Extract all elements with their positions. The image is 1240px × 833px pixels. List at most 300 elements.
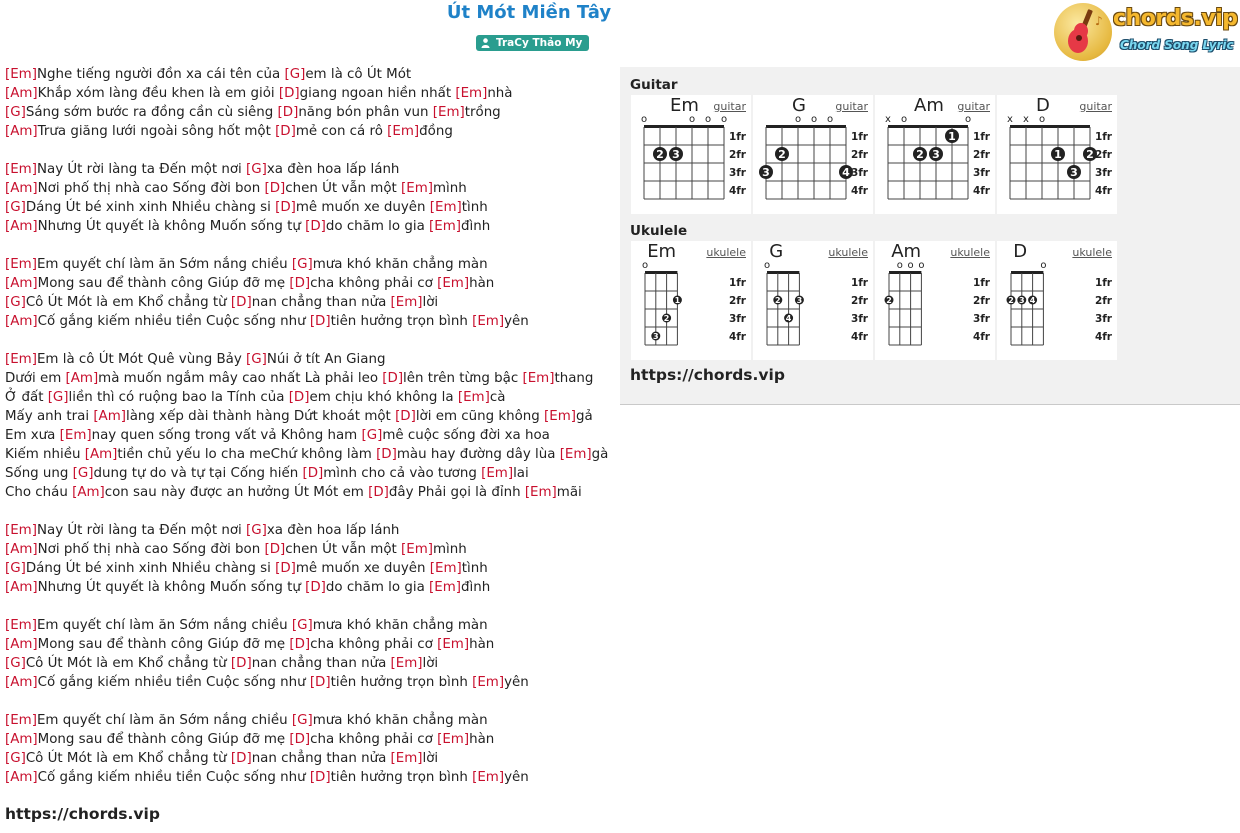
fret-label: 2fr: [972, 295, 990, 307]
chord-tag[interactable]: [G]: [5, 561, 26, 576]
lyric-text: hàn: [469, 276, 495, 291]
chord-name: Em: [647, 241, 677, 262]
lyric-text: liền thì có ruộng bao la Tính của: [68, 390, 289, 405]
chord-tag[interactable]: [D]: [275, 561, 296, 576]
lyric-line: [5, 84, 615, 103]
chord-tag[interactable]: [G]: [5, 295, 26, 310]
fret-label: 4fr: [850, 331, 868, 343]
fret-label: 4fr: [972, 185, 990, 197]
chord-tag[interactable]: [Em]: [457, 390, 490, 405]
lyric-line: [5, 635, 615, 654]
lyric-line: [5, 616, 615, 635]
chord-tag[interactable]: [D]: [278, 86, 300, 101]
finger-number: 3: [1019, 296, 1025, 305]
lyric-line: [5, 578, 615, 597]
lyric-text: mê cuộc sống đời xa hoa: [382, 428, 550, 443]
lyric-line: [5, 540, 615, 559]
finger-number: 4: [785, 314, 792, 323]
fret-label: 3fr: [728, 167, 746, 179]
finger-number: 2: [775, 296, 781, 305]
lyric-line: [5, 768, 615, 787]
lyric-text: Cô Út Mót là em Khổ chẳng từ: [25, 295, 231, 310]
finger-number: 3: [1070, 166, 1078, 179]
chord-tag[interactable]: [Em]: [401, 181, 433, 196]
chord-tag[interactable]: [D]: [264, 542, 286, 557]
lyric-text: tình: [461, 561, 488, 576]
instrument-type-link[interactable]: ukulele: [950, 246, 990, 259]
string-marker: o: [641, 260, 649, 271]
chord-nut: [1010, 125, 1090, 128]
lyric-text: Nghe tiếng người đồn xa cái tên của: [36, 67, 285, 82]
lyric-line: [5, 274, 615, 293]
svg-text:♪: ♪: [1095, 14, 1103, 28]
chord-tag[interactable]: [G]: [291, 713, 313, 728]
lyric-line: [5, 730, 615, 749]
chord-tag[interactable]: [D]: [289, 276, 311, 291]
lyric-line: [5, 103, 615, 122]
lyric-text: Dáng Út bé xinh xinh Nhiều chàng si: [25, 200, 276, 215]
chord-tag[interactable]: [Em]: [429, 219, 462, 234]
chord-tag[interactable]: [Em]: [472, 770, 505, 785]
finger-number: 2: [663, 314, 670, 323]
fret-label: 4fr: [1094, 331, 1112, 343]
fret-label: 3fr: [728, 313, 746, 325]
lyric-line: [5, 217, 615, 236]
chord-tag[interactable]: [D]: [309, 675, 331, 690]
chord-tag[interactable]: [D]: [382, 371, 404, 386]
lyric-line: [5, 198, 615, 217]
lyric-text: tiền chủ yếu lo cha meChứ không làm: [117, 447, 377, 462]
chord-tag[interactable]: [G]: [361, 428, 383, 443]
chord-nut: [767, 271, 799, 274]
lyric-line: [5, 464, 615, 483]
panel-link[interactable]: https://chords.vip: [630, 366, 785, 384]
lyric-text: mãi: [556, 485, 582, 500]
lyric-text: Mong sau để thành công Giúp đỡ mẹ: [37, 276, 290, 291]
finger-number: 2: [656, 148, 664, 161]
string-marker: o: [896, 260, 903, 271]
lyric-text: Sáng sớm bước ra đồng cần cù siêng: [25, 105, 278, 120]
chord-tag[interactable]: [D]: [288, 390, 310, 405]
chord-tag[interactable]: [D]: [395, 409, 416, 424]
chord-tag[interactable]: [Em]: [5, 618, 37, 633]
chord-tag[interactable]: [Am]: [5, 542, 38, 557]
finger-number: 2: [1086, 148, 1094, 161]
chord-nut: [889, 271, 921, 274]
footer-link[interactable]: https://chords.vip: [5, 805, 160, 823]
chord-tag[interactable]: [D]: [289, 637, 311, 652]
lyric-text: Nơi phố thị nhà cao Sống đời bon: [37, 181, 265, 196]
chord-nut: [644, 125, 724, 128]
string-marker: o: [763, 260, 771, 271]
ukulele-chord-card-d[interactable]: [997, 241, 1117, 360]
lyric-text: do chăm lo gia: [325, 580, 430, 595]
chord-tag[interactable]: [Em]: [429, 200, 462, 215]
fret-label: 4fr: [728, 185, 746, 197]
lyric-text: dung tự do và tự tại Cống hiến: [93, 466, 303, 481]
chord-tag[interactable]: [D]: [277, 105, 299, 120]
finger-number: 2: [916, 148, 924, 161]
chord-tag[interactable]: [D]: [309, 314, 331, 329]
chord-tag[interactable]: [Am]: [5, 675, 38, 690]
lyric-text: Cố gắng kiếm nhiều tiền Cuộc sống như: [37, 770, 310, 785]
fret-label: 2fr: [728, 295, 746, 307]
chord-tag[interactable]: [D]: [305, 219, 326, 234]
guitar-section-title: Guitar: [630, 77, 678, 93]
fret-label: 2fr: [972, 149, 990, 161]
fret-label: 4fr: [1094, 185, 1112, 197]
fret-label: 1fr: [1094, 131, 1112, 143]
chord-tag[interactable]: [Am]: [5, 86, 38, 101]
chord-tag[interactable]: [Em]: [5, 162, 37, 177]
chord-tag[interactable]: [G]: [246, 352, 267, 367]
chord-tag[interactable]: [Am]: [5, 314, 38, 329]
chord-tag[interactable]: [Em]: [390, 295, 423, 310]
lyric-text: Cho cháu: [5, 485, 73, 500]
lyric-text: Mong sau để thành công Giúp đỡ mẹ: [37, 637, 290, 652]
fret-label: 1fr: [972, 277, 990, 289]
lyric-text: lời: [422, 295, 439, 310]
lyric-text: Em xưa: [5, 428, 60, 443]
lyric-text: Núi ở tít An Giang: [266, 352, 386, 367]
lyric-blank-line: [5, 597, 615, 616]
guitar-chord-card-g[interactable]: [753, 95, 873, 214]
chord-tag[interactable]: [Em]: [437, 732, 470, 747]
lyric-text: nan chẳng than nửa: [251, 751, 391, 766]
chord-name: D: [1036, 95, 1050, 116]
chord-tag[interactable]: [Em]: [390, 656, 423, 671]
chord-tag[interactable]: [Em]: [437, 276, 470, 291]
fret-label: 1fr: [850, 131, 868, 143]
lyric-text: đồng: [419, 124, 453, 139]
lyric-text: cha không phải cơ: [310, 732, 438, 747]
finger-number: 3: [762, 166, 770, 179]
lyric-line: [5, 654, 615, 673]
chord-tag[interactable]: [G]: [284, 67, 306, 82]
chord-name: Am: [891, 241, 922, 262]
chord-tag[interactable]: [Am]: [5, 181, 38, 196]
fret-label: 3fr: [972, 167, 990, 179]
lyric-text: Cố gắng kiếm nhiều tiền Cuộc sống như: [37, 314, 310, 329]
lyric-text: mình: [433, 181, 467, 196]
chord-tag[interactable]: [Em]: [481, 466, 514, 481]
lyric-text: đình: [461, 219, 491, 234]
chord-tag[interactable]: [D]: [309, 770, 331, 785]
chord-tag[interactable]: [D]: [275, 200, 296, 215]
string-marker: x: [885, 114, 891, 125]
lyric-text: lời: [422, 751, 439, 766]
chord-tag[interactable]: [D]: [305, 580, 326, 595]
chord-tag[interactable]: [Am]: [72, 485, 105, 500]
string-marker: o: [704, 114, 712, 125]
chord-tag[interactable]: [Em]: [387, 124, 420, 139]
lyric-line: [5, 179, 615, 198]
chord-tag[interactable]: [Em]: [401, 542, 433, 557]
finger-number: 2: [886, 296, 892, 305]
string-marker: o: [794, 114, 802, 125]
string-marker: x: [1023, 114, 1029, 125]
chord-tag[interactable]: [D]: [275, 124, 296, 139]
chord-tag[interactable]: [Am]: [5, 124, 38, 139]
guitar-chord-card-em[interactable]: [631, 95, 751, 214]
lyric-text: Cô Út Mót là em Khổ chẳng từ: [25, 656, 231, 671]
finger-number: 1: [1054, 148, 1062, 161]
chord-tag[interactable]: [Am]: [5, 580, 38, 595]
lyrics-body: [5, 65, 615, 787]
chord-tag[interactable]: [Em]: [5, 257, 37, 272]
lyric-text: yên: [504, 675, 529, 690]
instrument-type-link[interactable]: guitar: [835, 100, 868, 113]
chord-tag[interactable]: [Am]: [84, 447, 118, 462]
fret-label: 2fr: [850, 295, 868, 307]
lyric-text: tình: [461, 200, 488, 215]
lyric-text: nhà: [487, 86, 513, 101]
chord-tag[interactable]: [Em]: [429, 580, 462, 595]
chord-nut: [1011, 271, 1043, 274]
fret-label: 3fr: [850, 313, 868, 325]
lyric-line: [5, 388, 615, 407]
chord-nut: [645, 271, 677, 274]
lyric-text: lên trên từng bậc: [403, 371, 523, 386]
chord-tag[interactable]: [Em]: [472, 675, 505, 690]
chord-tag[interactable]: [D]: [376, 447, 397, 462]
fret-label: 3fr: [850, 167, 868, 179]
lyric-text: cà: [489, 390, 506, 405]
chord-nut: [888, 125, 968, 128]
lyric-text: cha không phải cơ: [310, 276, 438, 291]
logo-subtitle: Chord Song Lyric: [1120, 38, 1234, 52]
lyric-text: tiên hưởng trọn bình: [330, 314, 473, 329]
finger-number: 4: [1029, 296, 1036, 305]
lyric-text: Em là cô Út Mót Quê vùng Bảy: [36, 352, 247, 367]
lyric-line: [5, 407, 615, 426]
chord-tag[interactable]: [Am]: [5, 276, 38, 291]
lyric-line: [5, 255, 615, 274]
chord-tag[interactable]: [D]: [302, 466, 324, 481]
ukulele-chord-card-am[interactable]: [875, 241, 995, 360]
lyric-text: Trưa giăng lưới ngoài sông hốt một: [37, 124, 276, 139]
chord-tag[interactable]: [Em]: [5, 352, 37, 367]
instrument-type-link[interactable]: guitar: [957, 100, 990, 113]
string-marker: o: [810, 114, 818, 125]
chord-tag[interactable]: [Em]: [472, 314, 505, 329]
lyric-text: mưa khó khăn chẳng màn: [312, 618, 488, 633]
chord-tag[interactable]: [Em]: [522, 371, 555, 386]
chord-tag[interactable]: [G]: [5, 200, 26, 215]
chord-tag[interactable]: [G]: [246, 523, 267, 538]
lyric-blank-line: [5, 331, 615, 350]
chord-nut: [766, 125, 846, 128]
lyric-text: mà muốn ngắm mây cao nhất Là phải leo: [98, 371, 383, 386]
lyric-line: [5, 369, 615, 388]
lyric-text: Em quyết chí làm ăn Sớm nắng chiều: [36, 713, 292, 728]
lyric-text: hàn: [469, 732, 495, 747]
chord-tag[interactable]: [Am]: [5, 732, 38, 747]
lyric-line: [5, 445, 615, 464]
finger-number: 3: [932, 148, 940, 161]
lyric-line: [5, 160, 615, 179]
fret-label: 2fr: [728, 149, 746, 161]
chord-tag[interactable]: [Em]: [59, 428, 92, 443]
fret-label: 4fr: [728, 331, 746, 343]
lyric-line: [5, 559, 615, 578]
chord-tag[interactable]: [D]: [368, 485, 389, 500]
fret-label: 1fr: [972, 131, 990, 143]
lyric-text: gà: [591, 447, 609, 462]
lyric-text: mê muốn xe duyên: [295, 561, 430, 576]
lyric-text: màu hay đường dây lùa: [396, 447, 560, 462]
chord-tag[interactable]: [Am]: [5, 219, 38, 234]
finger-number: 3: [653, 332, 659, 341]
lyric-text: Cô Út Mót là em Khổ chẳng từ: [25, 751, 231, 766]
lyric-text: Nơi phố thị nhà cao Sống đời bon: [37, 542, 265, 557]
chord-tag[interactable]: [Em]: [455, 86, 488, 101]
fret-label: 3fr: [1094, 313, 1112, 325]
fret-label: 4fr: [850, 185, 868, 197]
guitar-chord-card-am[interactable]: [875, 95, 995, 214]
lyric-line: [5, 521, 615, 540]
lyric-text: thang: [554, 371, 594, 386]
site-logo[interactable]: [1054, 3, 1238, 63]
lyric-text: mưa khó khăn chẳng màn: [312, 713, 488, 728]
lyric-text: nay quen sống trong vất vả Không ham: [91, 428, 362, 443]
lyric-text: Nay Út rời làng ta Đến một nơi: [36, 523, 246, 538]
chord-tag[interactable]: [G]: [291, 618, 313, 633]
lyric-text: em là cô Út Mót: [305, 67, 412, 82]
string-marker: o: [1038, 114, 1046, 125]
lyric-line: [5, 122, 615, 141]
lyric-text: lời: [422, 656, 439, 671]
lyric-text: chen Út vẫn một: [285, 181, 402, 196]
lyric-text: Cố gắng kiếm nhiều tiền Cuộc sống như: [37, 675, 310, 690]
ukulele-section-title: Ukulele: [630, 223, 688, 239]
lyric-text: hàn: [469, 637, 495, 652]
string-marker: x: [1007, 114, 1013, 125]
lyric-line: [5, 673, 615, 692]
string-marker: o: [907, 260, 914, 271]
finger-number: 2: [1008, 296, 1014, 305]
string-marker: o: [964, 114, 972, 125]
lyric-text: trồng: [464, 105, 501, 120]
chord-tag[interactable]: [D]: [289, 732, 311, 747]
chord-tag[interactable]: [Am]: [93, 409, 126, 424]
chord-tag[interactable]: [D]: [230, 656, 252, 671]
lyric-text: Mấy anh trai: [5, 409, 94, 424]
lyric-blank-line: [5, 502, 615, 521]
chord-tag[interactable]: [D]: [264, 181, 286, 196]
chord-tag[interactable]: [Em]: [5, 67, 37, 82]
lyric-line: [5, 483, 615, 502]
finger-number: 4: [842, 166, 850, 179]
lyric-text: Kiếm nhiều: [5, 447, 85, 462]
ukulele-chord-card-g[interactable]: [753, 241, 873, 360]
chord-tag[interactable]: [G]: [5, 105, 26, 120]
lyric-text: năng bón phân vun: [298, 105, 433, 120]
guitar-logo-icon: [1054, 3, 1112, 61]
lyric-text: Ở đất: [5, 390, 48, 405]
chord-tag[interactable]: [Am]: [5, 770, 38, 785]
chord-tag[interactable]: [G]: [5, 656, 26, 671]
guitar-chord-card-d[interactable]: [997, 95, 1117, 214]
string-marker: o: [640, 114, 648, 125]
lyric-blank-line: [5, 236, 615, 255]
lyric-text: Nhưng Út quyết là không Muốn sống tự: [37, 580, 306, 595]
instrument-type-link[interactable]: guitar: [713, 100, 746, 113]
lyric-line: [5, 312, 615, 331]
finger-number: 2: [778, 148, 786, 161]
chord-tag[interactable]: [Am]: [65, 371, 99, 386]
lyric-text: Nay Út rời làng ta Đến một nơi: [36, 162, 246, 177]
chord-tag[interactable]: [Em]: [429, 561, 462, 576]
instrument-type-link[interactable]: guitar: [1079, 100, 1112, 113]
chord-tag[interactable]: [G]: [291, 257, 313, 272]
chord-tag[interactable]: [Em]: [524, 485, 557, 500]
chord-tag[interactable]: [D]: [230, 751, 252, 766]
finger-number: 1: [674, 296, 681, 305]
lyric-text: xa đèn hoa lấp lánh: [266, 523, 400, 538]
lyric-text: con sau này được an hưởng Út Mót em: [104, 485, 369, 500]
fret-label: 4fr: [972, 331, 990, 343]
finger-number: 3: [672, 148, 680, 161]
fret-label: 3fr: [1094, 167, 1112, 179]
lyric-text: chen Út vẫn một: [285, 542, 402, 557]
lyric-text: cha không phải cơ: [310, 637, 438, 652]
person-icon: [481, 37, 490, 53]
lyric-text: Mong sau để thành công Giúp đỡ mẹ: [37, 732, 290, 747]
lyric-text: em chịu khó không la: [309, 390, 458, 405]
lyric-text: Em quyết chí làm ăn Sớm nắng chiều: [36, 618, 292, 633]
fret-label: 1fr: [728, 277, 746, 289]
chord-tag[interactable]: [Em]: [5, 713, 37, 728]
artist-badge[interactable]: [476, 35, 589, 51]
chord-tag[interactable]: [G]: [47, 390, 69, 405]
fret-label: 2fr: [1094, 149, 1112, 161]
chord-tag[interactable]: [D]: [230, 295, 252, 310]
chord-tag[interactable]: [G]: [72, 466, 94, 481]
instrument-type-link[interactable]: ukulele: [1072, 246, 1112, 259]
chord-tag[interactable]: [Em]: [5, 523, 37, 538]
chord-tag[interactable]: [Em]: [437, 637, 470, 652]
lyric-text: mẻ con cá rô: [295, 124, 388, 139]
chord-name: G: [792, 95, 806, 116]
lyric-text: nan chẳng than nửa: [251, 656, 391, 671]
chord-name: Em: [670, 95, 699, 116]
chord-tag[interactable]: [Em]: [432, 105, 465, 120]
string-marker: o: [900, 114, 908, 125]
chord-name: D: [1013, 241, 1028, 262]
chord-tag[interactable]: [Em]: [559, 447, 592, 462]
chord-tag[interactable]: [Em]: [390, 751, 423, 766]
chord-tag[interactable]: [G]: [5, 751, 26, 766]
lyric-text: làng xếp dài thành hàng Dứt khoát một: [125, 409, 396, 424]
lyric-text: Em quyết chí làm ăn Sớm nắng chiều: [36, 257, 292, 272]
chord-tag[interactable]: [Am]: [5, 637, 38, 652]
lyric-text: Sống ung: [5, 466, 73, 481]
lyric-text: mình: [433, 542, 467, 557]
ukulele-chord-card-em[interactable]: [631, 241, 751, 360]
finger-number: 1: [948, 130, 956, 143]
string-marker: o: [826, 114, 834, 125]
instrument-type-link[interactable]: ukulele: [706, 246, 746, 259]
lyric-line: [5, 426, 615, 445]
fret-label: 1fr: [850, 277, 868, 289]
lyric-text: gả: [576, 409, 593, 424]
lyric-text: đây Phải gọi là đỉnh: [388, 485, 525, 500]
instrument-type-link[interactable]: ukulele: [828, 246, 868, 259]
chord-tag[interactable]: [Em]: [544, 409, 576, 424]
lyric-text: Nhưng Út quyết là không Muốn sống tự: [37, 219, 306, 234]
chord-tag[interactable]: [G]: [246, 162, 267, 177]
